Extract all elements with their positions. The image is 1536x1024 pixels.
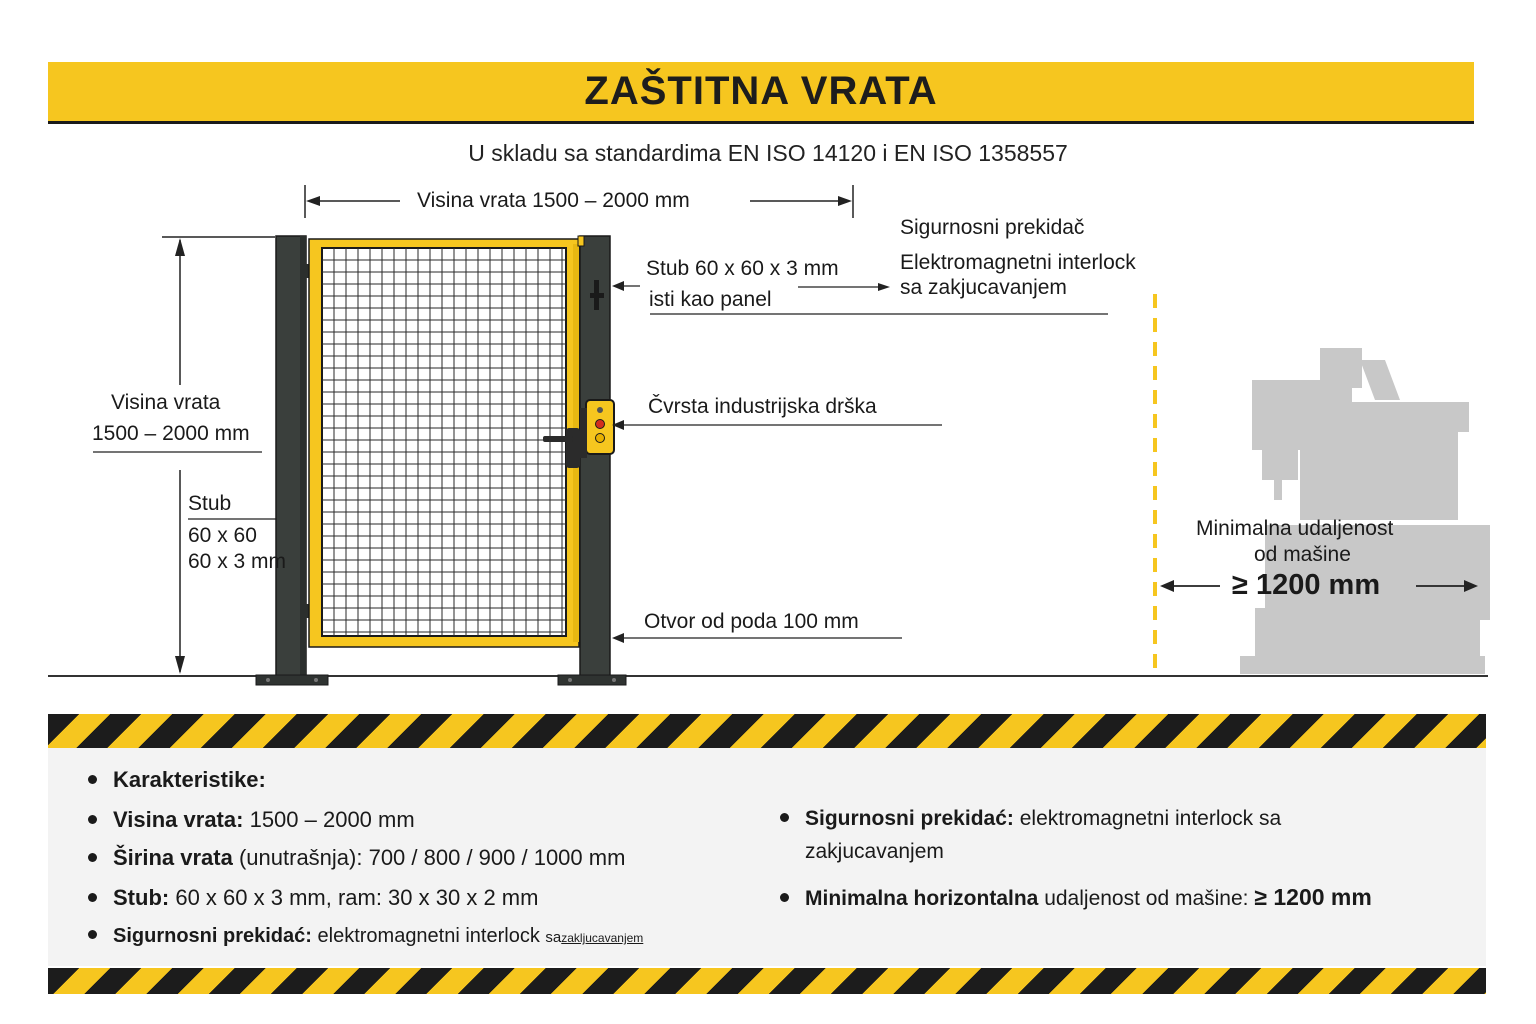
distance-label-1: Minimalna udaljenost <box>1196 517 1394 540</box>
features-heading: Karakteristike: <box>88 767 266 793</box>
left-post-label-1: Stub <box>188 492 232 515</box>
floor-gap-label: Otvor od poda 100 mm <box>644 610 859 633</box>
gate-panel <box>309 239 579 647</box>
height-dimension <box>93 237 296 674</box>
distance-value: ≥ 1200 mm <box>1232 569 1381 601</box>
feature-item: Sigurnosni prekidać: elektromagnetni interlock sazakljucavanjem <box>88 925 643 948</box>
feature-item: Sigurnosni prekidać: elektromagnetni interlock sa <box>780 807 1281 831</box>
hazard-stripe-bottom <box>48 968 1486 994</box>
hazard-stripe-top <box>48 714 1486 748</box>
left-height-label-2: 1500 – 2000 mm <box>92 422 250 445</box>
handle-label: Čvrsta industrijska drška <box>648 395 877 418</box>
post-label-1: Stub 60 x 60 x 3 mm <box>646 257 839 280</box>
feature-item: Stub: 60 x 60 x 3 mm, ram: 30 x 30 x 2 mm <box>88 885 538 911</box>
switch-line-2: sa zakjucavanjem <box>900 276 1067 299</box>
feature-item: Visina vrata: 1500 – 2000 mm <box>88 807 415 833</box>
machine-icon <box>1240 348 1490 674</box>
left-post-label-3: 60 x 3 mm <box>188 550 287 573</box>
subtitle: U skladu sa standardima EN ISO 14120 i EN ISO 1358557 <box>468 140 1068 166</box>
left-post-label-2: 60 x 60 <box>188 524 257 547</box>
switch-line-1: Elektromagnetni interlock <box>900 251 1136 274</box>
feature-item: Minimalna horizontalna udaljenost od mašine: ≥ 1200 mm <box>780 884 1372 911</box>
distance-label-2: od mašine <box>1254 543 1351 566</box>
top-dimension-label: Visina vrata 1500 – 2000 mm <box>417 189 690 212</box>
post-label-2: isti kao panel <box>649 288 772 311</box>
switch-title: Sigurnosni prekidač <box>900 216 1085 239</box>
callout-lines <box>612 281 1108 643</box>
feature-item-continuation: zakjucavanjem <box>805 840 944 863</box>
left-height-label-1: Visina vrata <box>111 391 221 414</box>
page-title: ZAŠTITNA VRATA <box>584 69 938 113</box>
feature-item: Širina vrata (unutrašnja): 700 / 800 / 900 / 1000 mm <box>88 845 625 871</box>
